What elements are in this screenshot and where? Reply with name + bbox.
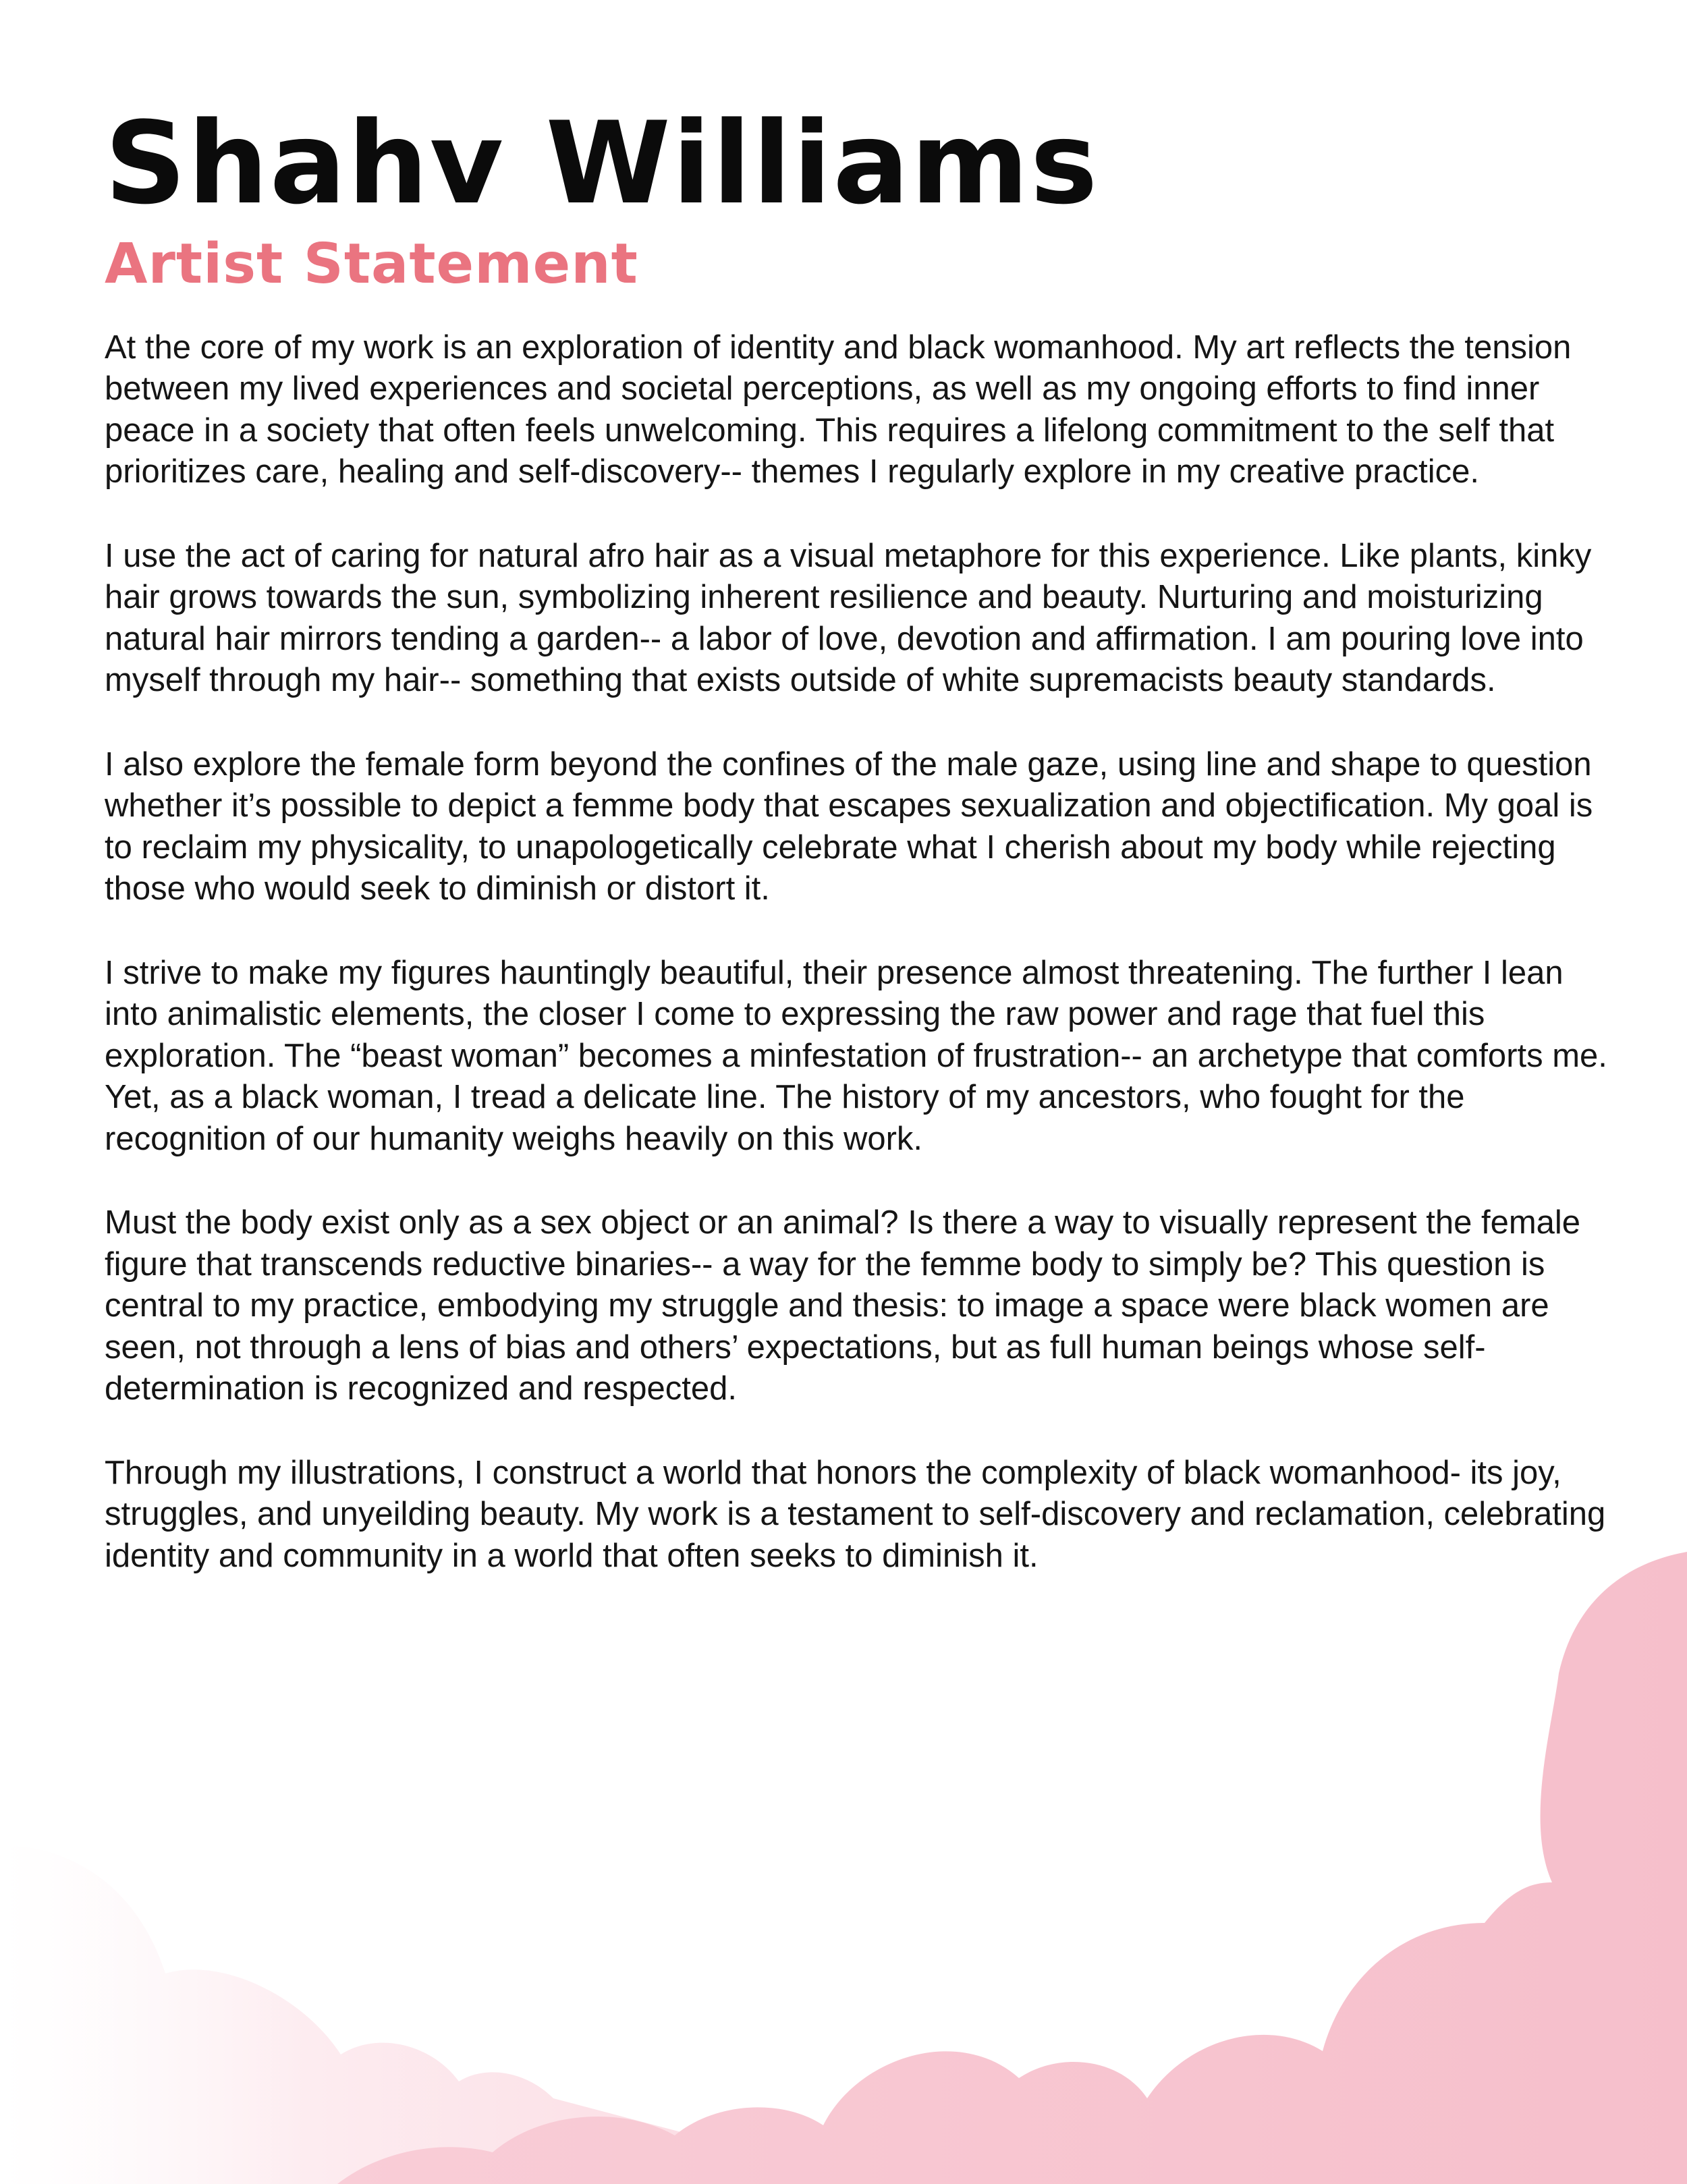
statement-paragraph: I use the act of caring for natural afro hair as a visual metaphore for this experience. Like plants, kinky hair grows towards the sun, symbolizing inherent resilience and beauty. Nurturing and moisturizing natural hair mirrors tending a garden-- a labor of love, devotion and affirmation. I am pouring love into myself through my hair-- something that exists outside of white supremacists beauty standards.: [105, 537, 1592, 699]
statement-paragraph: I strive to make my figures hauntingly beautiful, their presence almost threatening. The further I lean into animalistic elements, the closer I come to expressing the raw power and rage that fuel this exploration. The “beast woman” becomes a minfestation of frustration-- an archetype that comforts me. Yet, as a black woman, I tread a delicate line. The history of my ancestors, who fought for the recognition of our humanity weighs heavily on this work.: [105, 954, 1607, 1157]
statement-content: [105, 97, 1609, 1619]
statement-body: [105, 327, 1609, 1577]
statement-paragraph: Through my illustrations, I construct a world that honors the complexity of black womanhood- its joy, struggles, and unyeilding beauty. My work is a testament to self-discovery and reclamation, celebrating identity and community in a world that often seeks to diminish it.: [105, 1454, 1606, 1574]
statement-paragraph: I also explore the female form beyond the confines of the male gaze, using line and shape to question whether it’s possible to depict a femme body that escapes sexualization and objectification. My goal is to reclaim my physicality, to unapologetically celebrate what I cherish about my body while rejecting those who would seek to diminish or distort it.: [105, 746, 1593, 907]
statement-paragraph: At the core of my work is an exploration of identity and black womanhood. My art reflects the tension between my lived experiences and societal perceptions, as well as my ongoing efforts to find inner peace in a society that often feels unwelcoming. This requires a lifelong commitment to the self that prioritizes care, healing and self-discovery-- themes I regularly explore in my creative practice.: [105, 329, 1572, 491]
artist-name: Shahv Williams: [105, 97, 1099, 229]
section-subtitle: Artist Statement: [105, 231, 638, 296]
statement-paragraph: Must the body exist only as a sex object or an animal? Is there a way to visually represent the female figure that transcends reductive binaries-- a way for the femme body to simply be? This question is central to my practice, embodying my struggle and thesis: to image a space were black women are seen, not through a lens of bias and others’ expectations, but as full human beings whose self-determination is recognized and respected.: [105, 1204, 1581, 1407]
